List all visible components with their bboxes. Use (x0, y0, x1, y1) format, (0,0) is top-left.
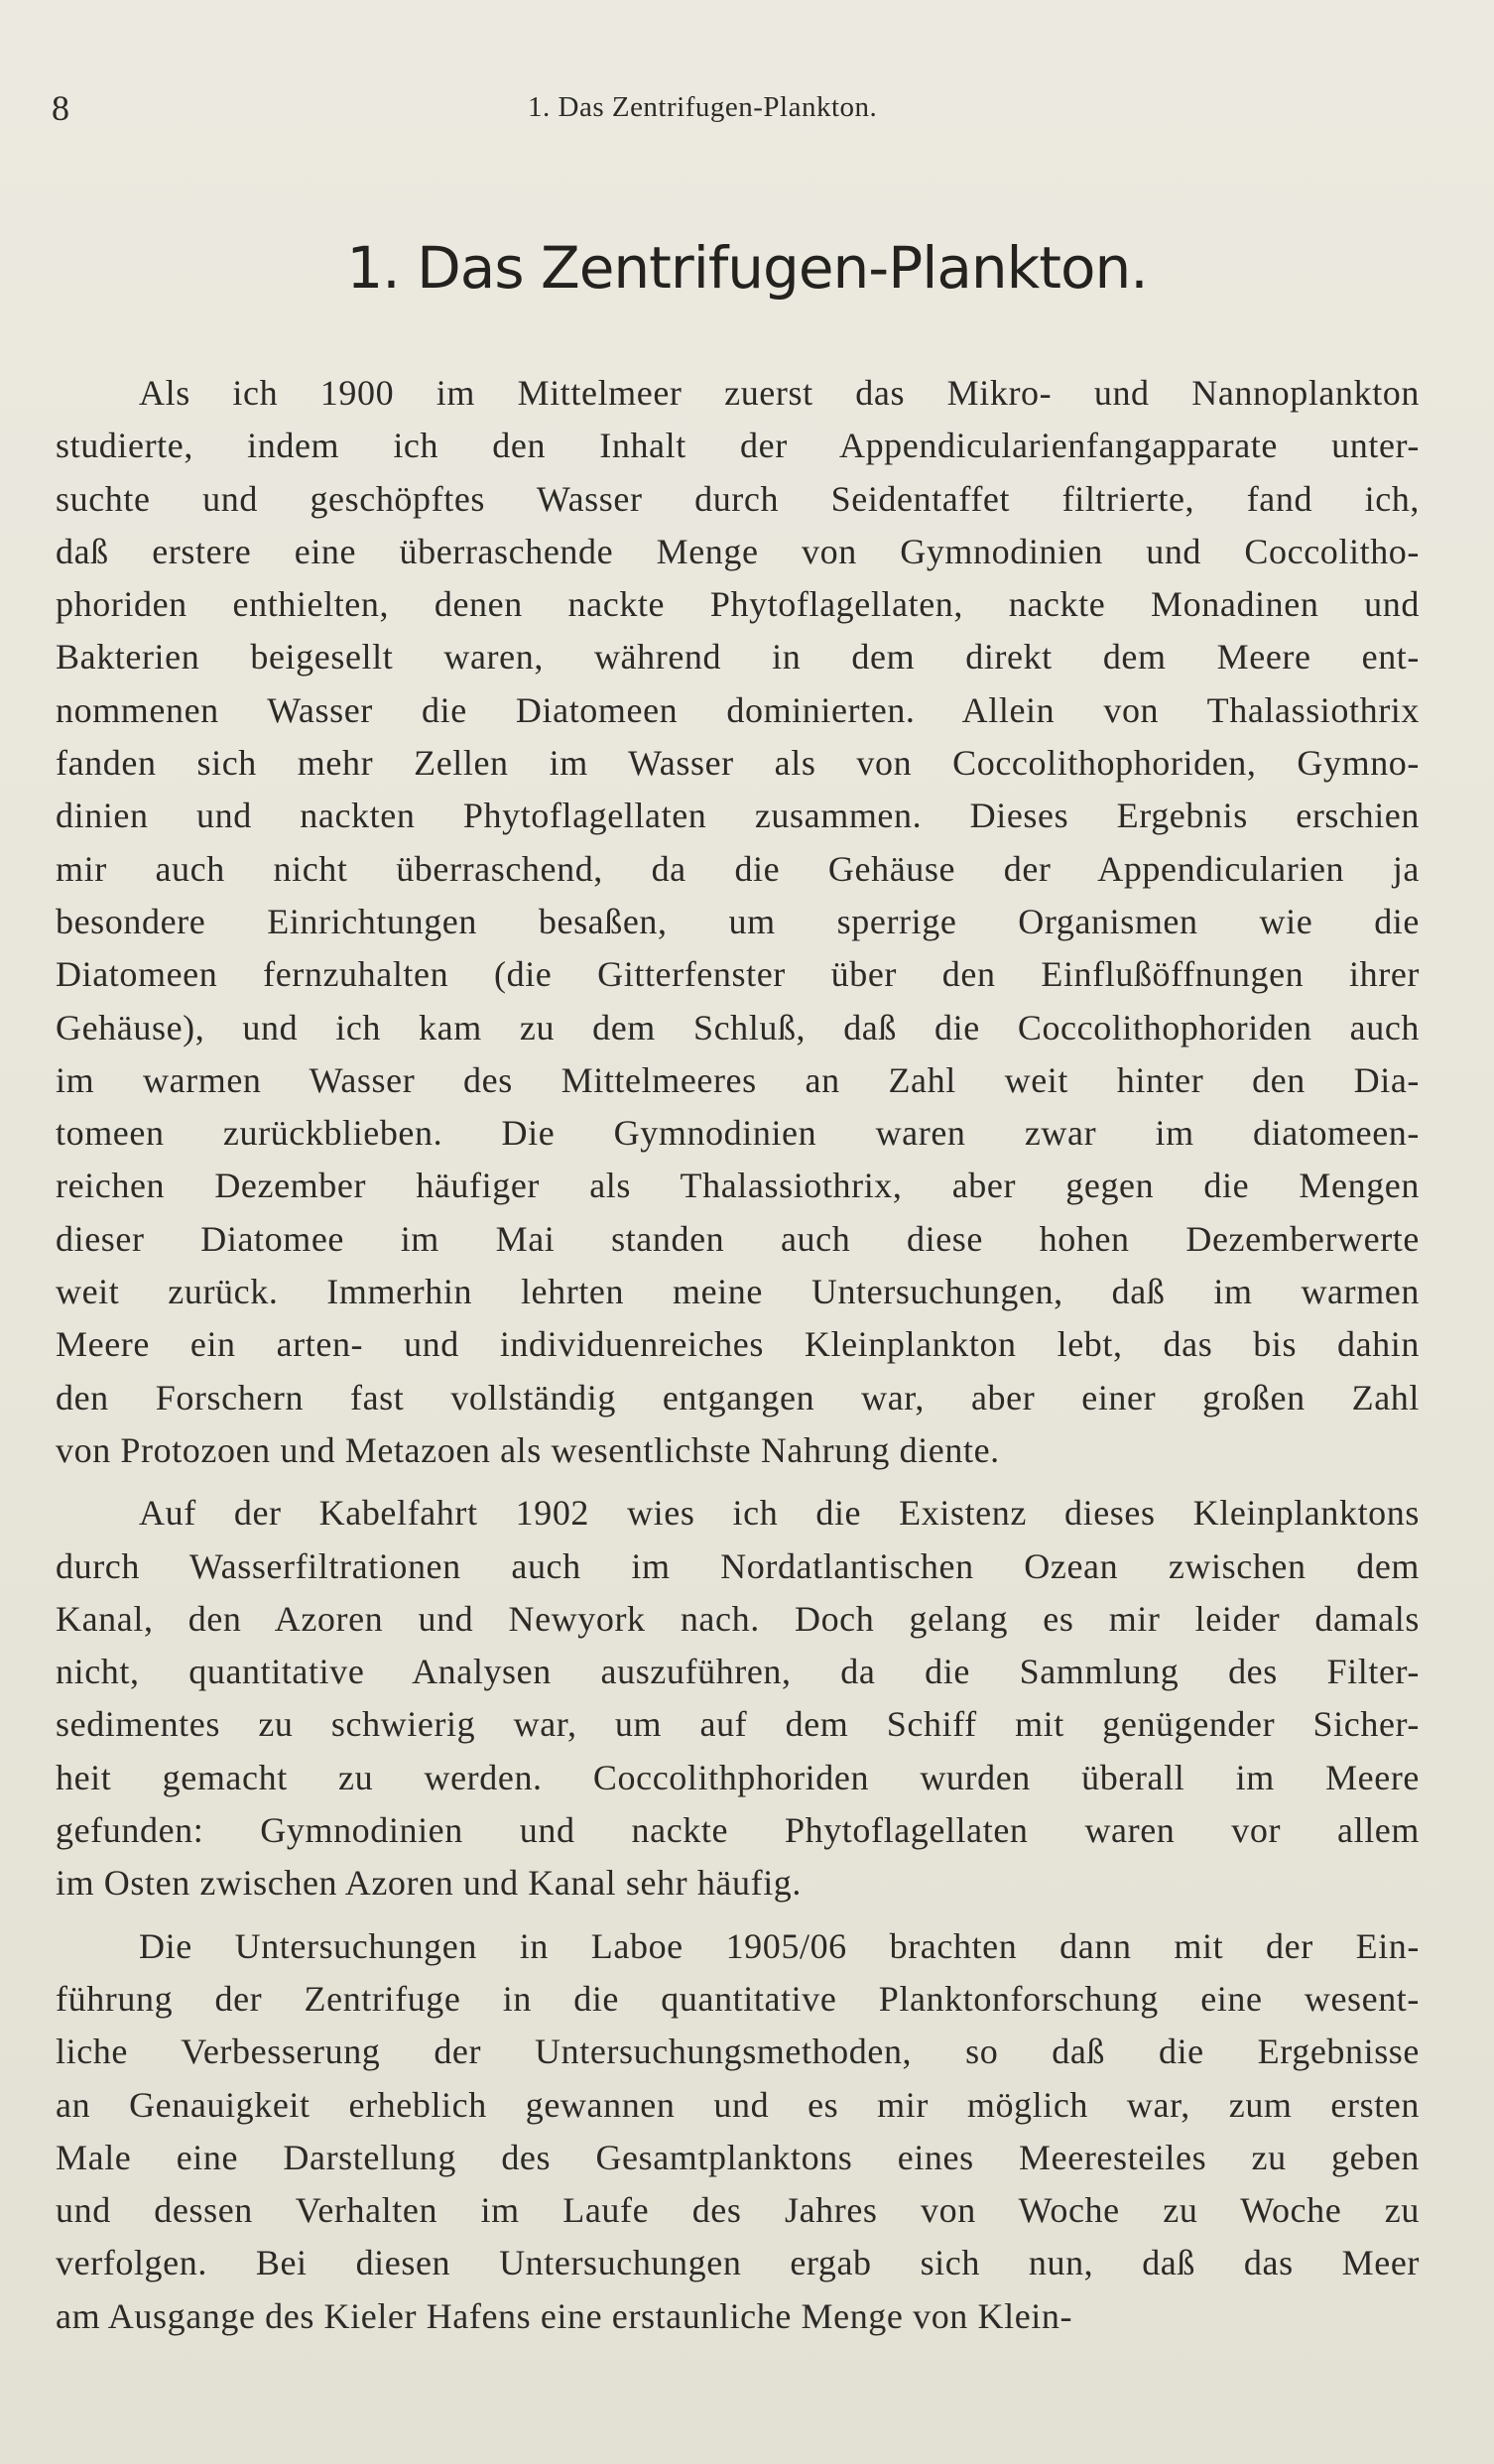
text-line: nicht, quantitative Analysen auszuführen, da die Sammlung des Filter- (56, 1652, 1420, 1692)
text-line: gefunden: Gymnodinien und nackte Phytoflagellaten waren vor allem (56, 1810, 1420, 1851)
text-line: Gehäuse), und ich kam zu dem Schluß, daß die Coccolithophoriden auch (56, 1007, 1420, 1047)
text-line: im warmen Wasser des Mittelmeeres an Zahl weit hinter den Dia- (56, 1059, 1420, 1100)
paragraph (56, 367, 1420, 1477)
text-line: Male eine Darstellung des Gesamtplanktons eines Meeresteiles zu geben (56, 2137, 1420, 2177)
text-line: verfolgen. Bei diesen Untersuchungen ergab sich nun, daß das Meer (56, 2243, 1420, 2283)
text-line: Bakterien beigesellt waren, während in dem direkt dem Meere ent- (56, 637, 1420, 678)
text-line: Diatomeen fernzuhalten (die Gitterfenster über den Einflußöffnungen ihrer (56, 954, 1420, 995)
text-line: im Osten zwischen Azoren und Kanal sehr häufig. (56, 1863, 802, 1904)
text-line: durch Wasserfiltrationen auch im Nordatlantischen Ozean zwischen dem (56, 1545, 1420, 1586)
running-header (52, 87, 1421, 137)
text-line: am Ausgange des Kieler Hafens eine erstaunliche Menge von Klein- (56, 2295, 1073, 2336)
text-line: besondere Einrichtungen besaßen, um sperrige Organismen wie die (56, 901, 1420, 941)
text-line: dieser Diatomee im Mai standen auch diese hohen Dezemberwerte (56, 1218, 1420, 1259)
text-line: dinien und nackten Phytoflagellaten zusammen. Dieses Ergebnis erschien (56, 796, 1420, 836)
paragraph (56, 1487, 1420, 1910)
text-line: und dessen Verhalten im Laufe des Jahres von Woche zu Woche zu (56, 2190, 1420, 2231)
text-line: phoriden enthielten, denen nackte Phytoflagellaten, nackte Monadinen und (56, 584, 1420, 625)
text-line: von Protozoen und Metazoen als wesentlichste Nahrung diente. (56, 1429, 1000, 1470)
text-line: sedimentes zu schwierig war, um auf dem Schiff mit genügender Sicher- (56, 1704, 1420, 1745)
text-line: reichen Dezember häufiger als Thalassiothrix, aber gegen die Mengen (56, 1166, 1420, 1206)
text-line: Kanal, den Azoren und Newyork nach. Doch gelang es mir leider damals (56, 1598, 1420, 1639)
text-line: liche Verbesserung der Untersuchungsmethoden, so daß die Ergebnisse (56, 2032, 1420, 2072)
text-line: tomeen zurückblieben. Die Gymnodinien waren zwar im diatomeen- (56, 1113, 1420, 1154)
text-line: daß erstere eine überraschende Menge von Gymnodinien und Coccolitho- (56, 531, 1420, 571)
text-line: mir auch nicht überraschend, da die Gehäuse der Appendicularien ja (56, 848, 1420, 889)
text-line: studierte, indem ich den Inhalt der Appendicularienfangapparate unter- (56, 426, 1420, 466)
running-title: 1. Das Zentrifugen-Plankton. (528, 91, 878, 123)
text-line: weit zurück. Immerhin lehrten meine Untersuchungen, daß im warmen (56, 1272, 1420, 1312)
text-line: nommenen Wasser die Diatomeen dominierten. Allein von Thalassiothrix (56, 689, 1420, 730)
text-line: Als ich 1900 im Mittelmeer zuerst das Mikro- und Nannoplankton (139, 373, 1420, 413)
text-line: führung der Zentrifuge in die quantitative Planktonforschung eine wesent- (56, 1978, 1420, 2019)
text-line: fanden sich mehr Zellen im Wasser als von Coccolithophoriden, Gymno- (56, 743, 1420, 784)
text-line: den Forschern fast vollständig entgangen war, aber einer großen Zahl (56, 1377, 1420, 1417)
text-line: Auf der Kabelfahrt 1902 wies ich die Existenz dieses Kleinplanktons (139, 1493, 1420, 1534)
text-line: suchte und geschöpftes Wasser durch Seidentaffet filtrierte, fand ich, (56, 478, 1420, 519)
text-line: Die Untersuchungen in Laboe 1905/06 brachten dann mit der Ein- (139, 1925, 1420, 1966)
text-line: Meere ein arten- und individuenreiches Kleinplankton lebt, das bis dahin (56, 1324, 1420, 1365)
paragraph-gap (56, 1477, 1420, 1487)
body-text (56, 367, 1420, 2343)
page-number: 8 (52, 88, 69, 128)
chapter-title: 1. Das Zentrifugen-Plankton. (346, 234, 1148, 302)
text-line: heit gemacht zu werden. Coccolithphoriden wurden überall im Meere (56, 1757, 1420, 1797)
paragraph (56, 1920, 1420, 2343)
paragraph-gap (56, 1910, 1420, 1920)
text-line: an Genauigkeit erheblich gewannen und es mir möglich war, zum ersten (56, 2084, 1420, 2125)
